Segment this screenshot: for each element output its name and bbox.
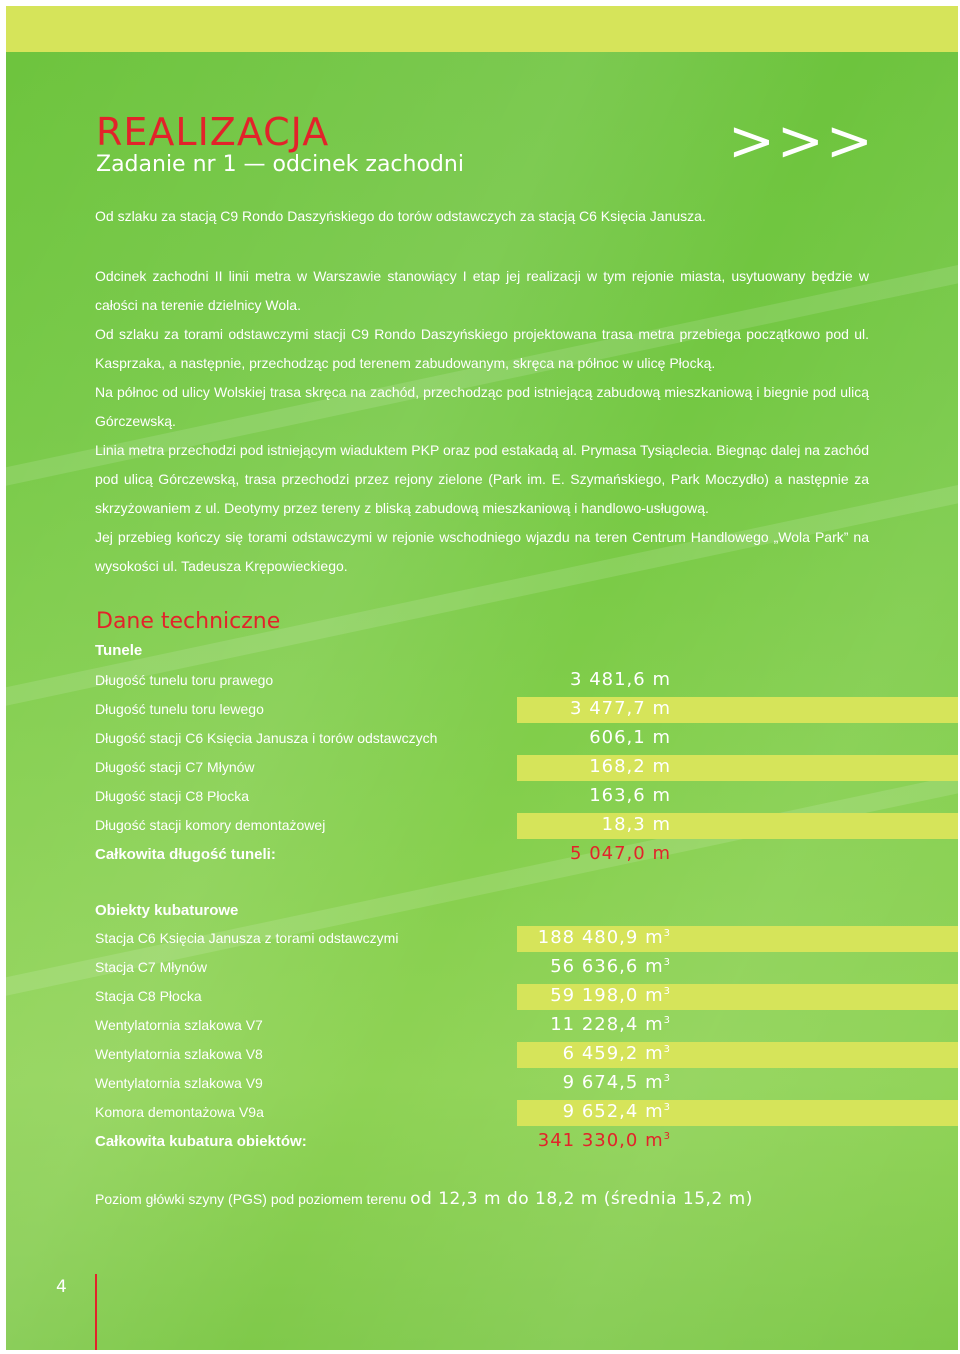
- row-value: 168,2 m: [589, 756, 671, 777]
- row-value: 9 674,5 $m^3$: [562, 1072, 671, 1093]
- highlight-bar: [517, 755, 958, 781]
- row-label: Stacja C6 Księcia Janusza z torami odstawczymi: [95, 930, 399, 946]
- row-value: 6 459,2 $m^3$: [562, 1043, 671, 1064]
- page: [6, 6, 958, 1350]
- row-value: 59 198,0 $m^3$: [550, 985, 671, 1006]
- row-value: 9 652,4 $m^3$: [562, 1101, 671, 1122]
- table-row-total: [6, 842, 958, 868]
- table-row: [6, 984, 958, 1010]
- table-row: [6, 813, 958, 839]
- note-value: od 12,3 m do 18,2 m (średnia 15,2 m): [410, 1189, 753, 1209]
- table-row: [6, 1071, 958, 1097]
- page-title: REALIZACJA: [96, 110, 330, 154]
- highlight-bar: [517, 813, 958, 839]
- table-row-total: [6, 1129, 958, 1155]
- row-value: 606,1 m: [589, 727, 671, 748]
- table-row: [6, 697, 958, 723]
- table-row: [6, 1100, 958, 1126]
- row-label: Długość stacji C6 Księcia Janusza i torów odstawczych: [95, 730, 438, 746]
- row-value: 3 481,6 m: [570, 669, 671, 690]
- volumes-heading: Obiekty kubaturowe: [95, 902, 239, 919]
- page-rule-divider: [95, 1274, 97, 1350]
- row-label: Stacja C7 Młynów: [95, 959, 208, 975]
- paragraph: Od szlaku za torami odstawczymi stacji C9 Rondo Daszyńskiego projektowana trasa metra przebiega początkowo pod ul. Kasprzaka, a następnie, przechodząc pod terenem zabudowanym, skręca na północ w ulicę Płocką.: [95, 326, 869, 371]
- row-label: Długość stacji C7 Młynów: [95, 759, 255, 775]
- row-label: Długość stacji C8 Płocka: [95, 788, 250, 804]
- table-row: [6, 784, 958, 810]
- row-label: Stacja C8 Płocka: [95, 988, 202, 1004]
- table-row: [6, 1013, 958, 1039]
- intro-text: Od szlaku za stacją C9 Rondo Daszyńskiego do torów odstawczych za stacją C6 Księcia Janusza.: [95, 208, 706, 224]
- row-value: 188 480,9 $m^3$: [537, 927, 671, 948]
- tunnels-heading: Tunele: [95, 642, 143, 659]
- total-label: Całkowita kubatura obiektów:: [95, 1133, 307, 1150]
- section-title: Dane techniczne: [96, 609, 281, 634]
- table-row: [6, 755, 958, 781]
- paragraph: Jej przebieg kończy się torami odstawczymi w rejonie wschodniego wjazdu na teren Centrum Handlowego „Wola Park” na wysokości ul. Tadeusza Krępowieckiego.: [95, 529, 869, 574]
- row-label: Komora demontażowa V9a: [95, 1104, 264, 1120]
- total-value: 341 330,0 $m^3$: [537, 1130, 671, 1151]
- table-row: [6, 726, 958, 752]
- row-label: Wentylatornia szlakowa V7: [95, 1017, 263, 1033]
- row-value: 18,3 m: [601, 814, 671, 835]
- top-bar: [6, 6, 958, 52]
- row-label: Długość tunelu toru prawego: [95, 672, 274, 688]
- arrows-decoration: >>>: [728, 109, 875, 174]
- table-row: [6, 1042, 958, 1068]
- total-label: Całkowita długość tuneli:: [95, 846, 276, 863]
- row-label: Wentylatornia szlakowa V9: [95, 1075, 263, 1091]
- paragraph: Na północ od ulicy Wolskiej trasa skręca na zachód, przechodząc pod istniejącą zabudową mieszkaniową i biegnie pod ulicą Górczewską.: [95, 384, 869, 429]
- page-number: 4: [56, 1277, 67, 1297]
- paragraph: Odcinek zachodni II linii metra w Warszawie stanowiący I etap jej realizacji w tym rejonie miasta, usytuowany będzie w całości na terenie dzielnicy Wola.: [95, 268, 869, 313]
- row-value: 3 477,7 m: [570, 698, 671, 719]
- table-row: [6, 668, 958, 694]
- row-value: 11 228,4 $m^3$: [550, 1014, 671, 1035]
- table-row: [6, 926, 958, 952]
- note-label: Poziom główki szyny (PGS) pod poziomem terenu: [95, 1191, 407, 1207]
- page-subtitle: Zadanie nr 1 — odcinek zachodni: [96, 152, 464, 177]
- row-label: Długość tunelu toru lewego: [95, 701, 264, 717]
- total-value: 5 047,0 m: [570, 843, 671, 864]
- row-label: Długość stacji komory demontażowej: [95, 817, 326, 833]
- description: [95, 262, 869, 581]
- paragraph: Linia metra przechodzi pod istniejącym wiaduktem PKP oraz pod estakadą al. Prymasa Tysiąclecia. Biegnąc dalej na zachód pod ulicą Górczewską, trasa przechodzi przez rejony zielone (Park im. E. Szymańskiego, Park Moczydło) a następnie za skrzyżowaniem z ul. Deotymy przez tereny z bliską zabudową mieszkaniową i handlowo-usługową.: [95, 442, 869, 516]
- row-label: Wentylatornia szlakowa V8: [95, 1046, 263, 1062]
- row-value: 56 636,6 $m^3$: [550, 956, 671, 977]
- table-row: [6, 955, 958, 981]
- row-value: 163,6 m: [589, 785, 671, 806]
- rail-level-note: [95, 1189, 753, 1209]
